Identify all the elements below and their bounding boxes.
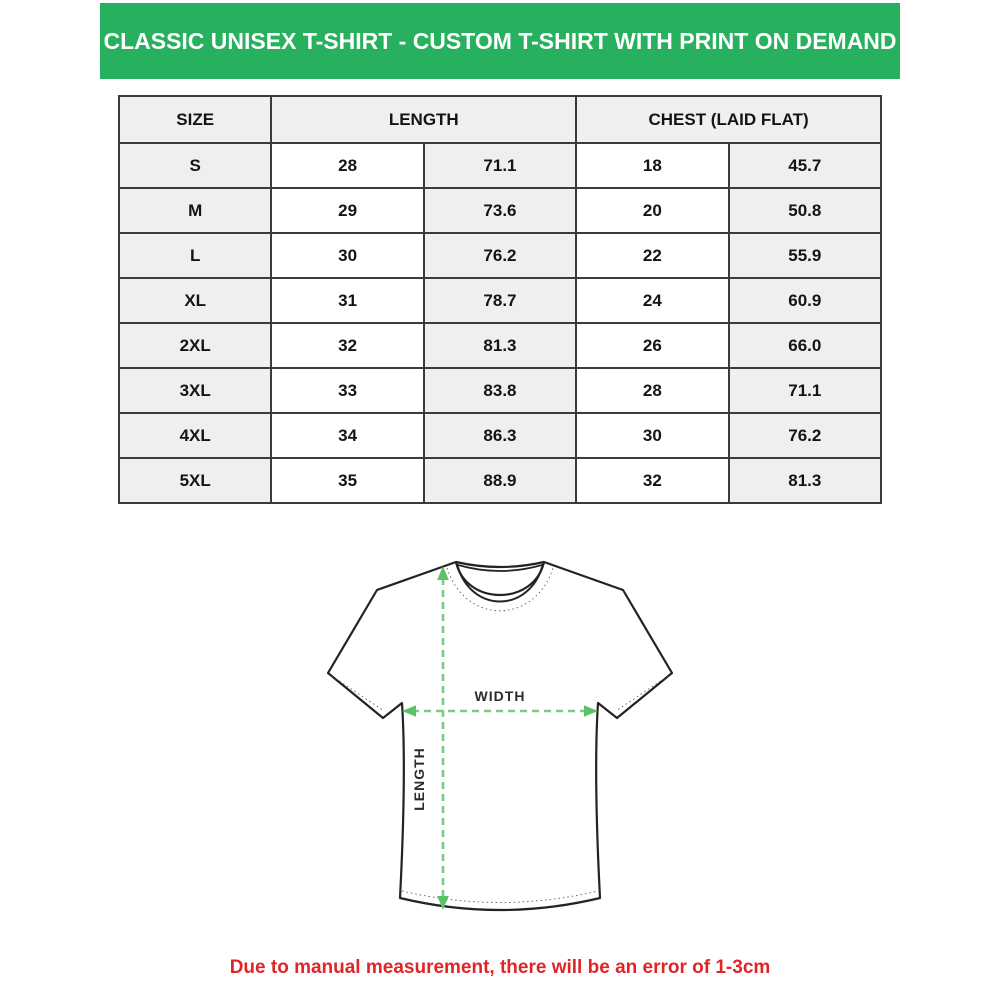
size-cell: 3XL [119, 368, 271, 413]
chest-in-cell: 26 [576, 323, 728, 368]
measurement-disclaimer: Due to manual measurement, there will be an error of 1-3cm [229, 957, 771, 978]
chest-cm-cell: 66.0 [729, 323, 881, 368]
length-in-cell: 28 [271, 143, 423, 188]
chest-in-cell: 18 [576, 143, 728, 188]
tshirt-measurement-diagram [300, 540, 700, 940]
table-row [119, 143, 881, 188]
table-row [119, 413, 881, 458]
size-cell: M [119, 188, 271, 233]
chest-in-cell: 22 [576, 233, 728, 278]
size-cell: 5XL [119, 458, 271, 503]
table-row [119, 323, 881, 368]
table-row [119, 233, 881, 278]
size-cell: 4XL [119, 413, 271, 458]
length-cm-cell: 71.1 [424, 143, 576, 188]
size-chart [118, 95, 882, 504]
length-label: LENGTH [411, 747, 427, 811]
length-in-cell: 33 [271, 368, 423, 413]
chest-cm-cell: 76.2 [729, 413, 881, 458]
length-in-cell: 35 [271, 458, 423, 503]
table-row [119, 188, 881, 233]
column-header-chest: CHEST (LAID FLAT) [576, 96, 881, 143]
length-in-cell: 30 [271, 233, 423, 278]
chest-in-cell: 28 [576, 368, 728, 413]
length-cm-cell: 73.6 [424, 188, 576, 233]
table-row [119, 368, 881, 413]
length-cm-cell: 81.3 [424, 323, 576, 368]
chest-in-cell: 24 [576, 278, 728, 323]
table-header-row [119, 96, 881, 143]
size-cell: S [119, 143, 271, 188]
chest-cm-cell: 60.9 [729, 278, 881, 323]
chest-cm-cell: 71.1 [729, 368, 881, 413]
title-banner [100, 3, 900, 79]
tshirt-outline [328, 562, 672, 910]
chest-cm-cell: 50.8 [729, 188, 881, 233]
length-in-cell: 34 [271, 413, 423, 458]
chest-cm-cell: 45.7 [729, 143, 881, 188]
chest-in-cell: 30 [576, 413, 728, 458]
table-row [119, 458, 881, 503]
length-in-cell: 31 [271, 278, 423, 323]
length-cm-cell: 88.9 [424, 458, 576, 503]
chest-in-cell: 20 [576, 188, 728, 233]
chest-cm-cell: 81.3 [729, 458, 881, 503]
length-in-cell: 29 [271, 188, 423, 233]
chest-in-cell: 32 [576, 458, 728, 503]
size-cell: XL [119, 278, 271, 323]
size-cell: 2XL [119, 323, 271, 368]
length-cm-cell: 78.7 [424, 278, 576, 323]
width-label: WIDTH [474, 688, 526, 704]
length-in-cell: 32 [271, 323, 423, 368]
length-cm-cell: 86.3 [424, 413, 576, 458]
length-cm-cell: 76.2 [424, 233, 576, 278]
tshirt-diagram-svg [300, 540, 700, 940]
column-header-length: LENGTH [271, 96, 576, 143]
column-header-size: SIZE [119, 96, 271, 143]
length-cm-cell: 83.8 [424, 368, 576, 413]
table-row [119, 278, 881, 323]
page-title: CLASSIC UNISEX T-SHIRT - CUSTOM T-SHIRT WITH PRINT ON DEMAND [103, 27, 897, 54]
size-cell: L [119, 233, 271, 278]
size-table [118, 95, 882, 504]
chest-cm-cell: 55.9 [729, 233, 881, 278]
